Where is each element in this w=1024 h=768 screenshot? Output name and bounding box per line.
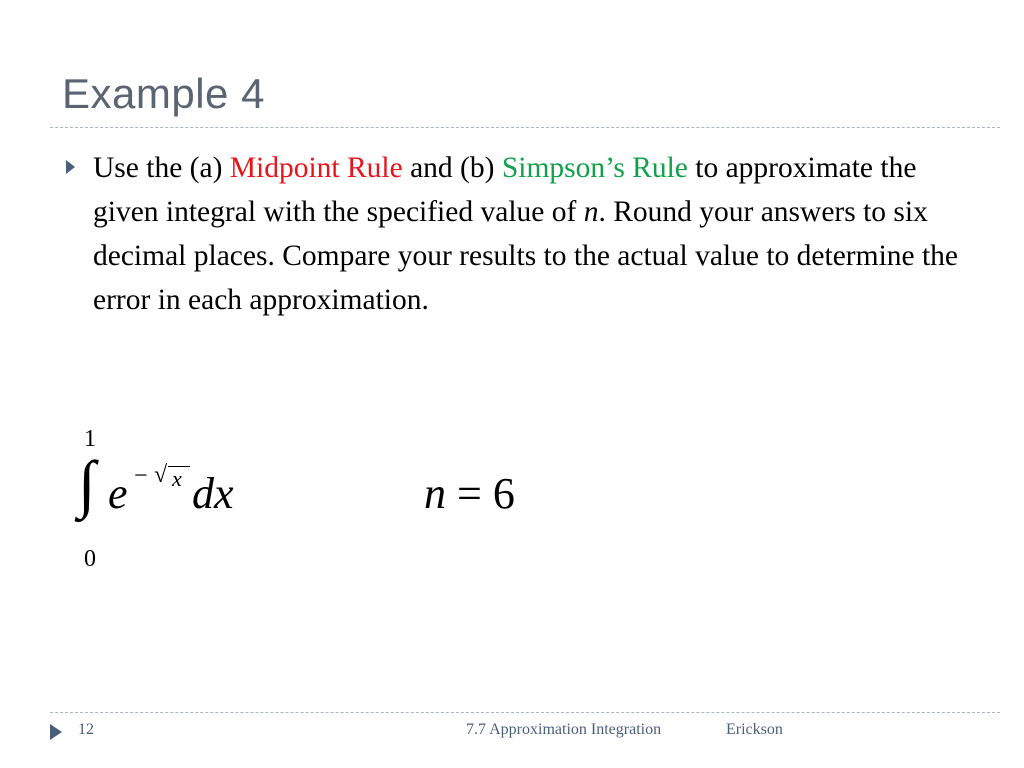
title-divider [50,127,1000,128]
bullet-seg2: and (b) [402,152,502,184]
n-variable: n [583,196,599,228]
bullet-text [93,146,973,322]
exponent-minus: − [134,463,148,489]
slide-title: Example 4 [62,70,265,117]
n-equation [424,468,515,519]
footer-section: 7.7 Approximation Integration [466,721,662,738]
differential: dx [192,469,234,518]
sqrt-icon: √ [154,462,168,488]
n-eq-value: = 6 [446,469,515,518]
page-number: 12 [78,721,94,738]
integral-sign: ∫ [78,448,96,519]
footer-divider [50,712,1000,713]
bullet-seg3: to approximate the given integral with the specified value of [93,152,917,228]
integral-upper-limit: 1 [84,426,96,452]
integral-lower-limit: 0 [84,546,96,572]
exponent-variable: x [172,466,182,491]
bullet-arrow-icon [66,160,75,174]
integrand-base: e [108,469,128,518]
bullet-seg4: . Round your answers to six decimal places. Compare your results to the actual value to determine the error in each approximation. [93,196,959,316]
footer-arrow-icon [50,724,62,740]
bullet-seg1: Use the (a) [93,152,230,184]
simpsons-rule-text: Simpson’s Rule [501,152,688,184]
footer-author: Erickson [726,721,783,738]
n-eq-var: n [424,469,446,518]
midpoint-rule-text: Midpoint Rule [229,152,403,184]
